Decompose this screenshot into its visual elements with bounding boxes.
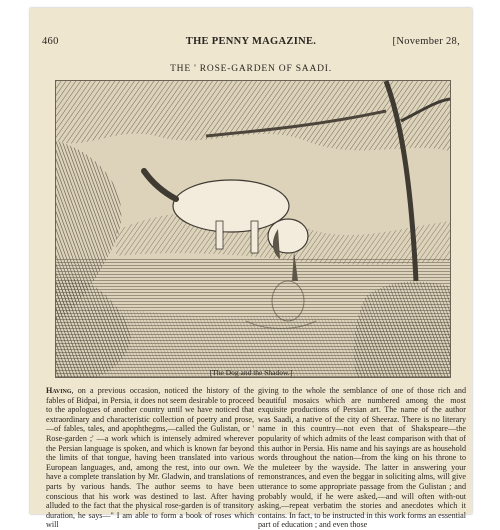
magazine-title: THE PENNY MAGAZINE. <box>185 36 317 47</box>
left-text-column <box>46 386 254 530</box>
illustration-caption: [The Dog and the Shadow.] <box>209 368 293 377</box>
dog-and-shadow-engraving <box>55 80 451 378</box>
issue-date: [November 28, <box>392 36 460 47</box>
left-column-text: , on a previous occasion, noticed the history of the fables of Bidpai, in Persia, it does not seem desirable to proceed to the apologues of another country until we have noticed that extraordinary and characteristic collection of poetry and prose,—of fables, tales, and apophthegms,—called the Gulistan, or ' Rose-garden ;' —a work which is intensely admired wherever the Persian language is spoken, and which is known far beyond the limits of that tongue, having been translated into various European languages, and, among the rest, into our own. We have a complete translation by Mr. Gladwin, and translations of parts by various hands. The author seems to have been conscious that his work was destined to last. After having alluded to the fact that the physical rose-garden is of transitory duration, he says—" I am able to form a book of roses which will <box>46 386 254 530</box>
left-column-paragraph <box>46 386 254 530</box>
right-text-column <box>258 386 466 530</box>
magazine-page <box>30 8 472 530</box>
article-title: THE ' ROSE-GARDEN OF SAADI. <box>170 64 332 74</box>
page-number: 460 <box>42 36 59 47</box>
lead-word: Having <box>46 386 72 395</box>
right-column-text: giving to the whole the semblance of one of those rich and beautiful mosaics which are numbered among the most exquisite productions of Persian art. The name of the author was Saadi, a native of the city of Sheeraz. There is no literary name in this country—not even that of Shakspeare—the popularity of which admits of the least comparison with that of this author in Persia. His name and his sayings are as household words throughout the nation—from the king on his throne to the muleteer by the wayside. The latter in answering your remonstrances, and even the beggar in soliciting alms, will give utterance to some appropriate passage from the Gulistan ; and probably would, if he were asked,—and will often with-out asking,—repeat verbatim the stories and anecdotes which it contains. In fact, to be instructed in this work forms an essential part of education ; and even those <box>258 386 466 530</box>
running-header <box>42 36 460 52</box>
